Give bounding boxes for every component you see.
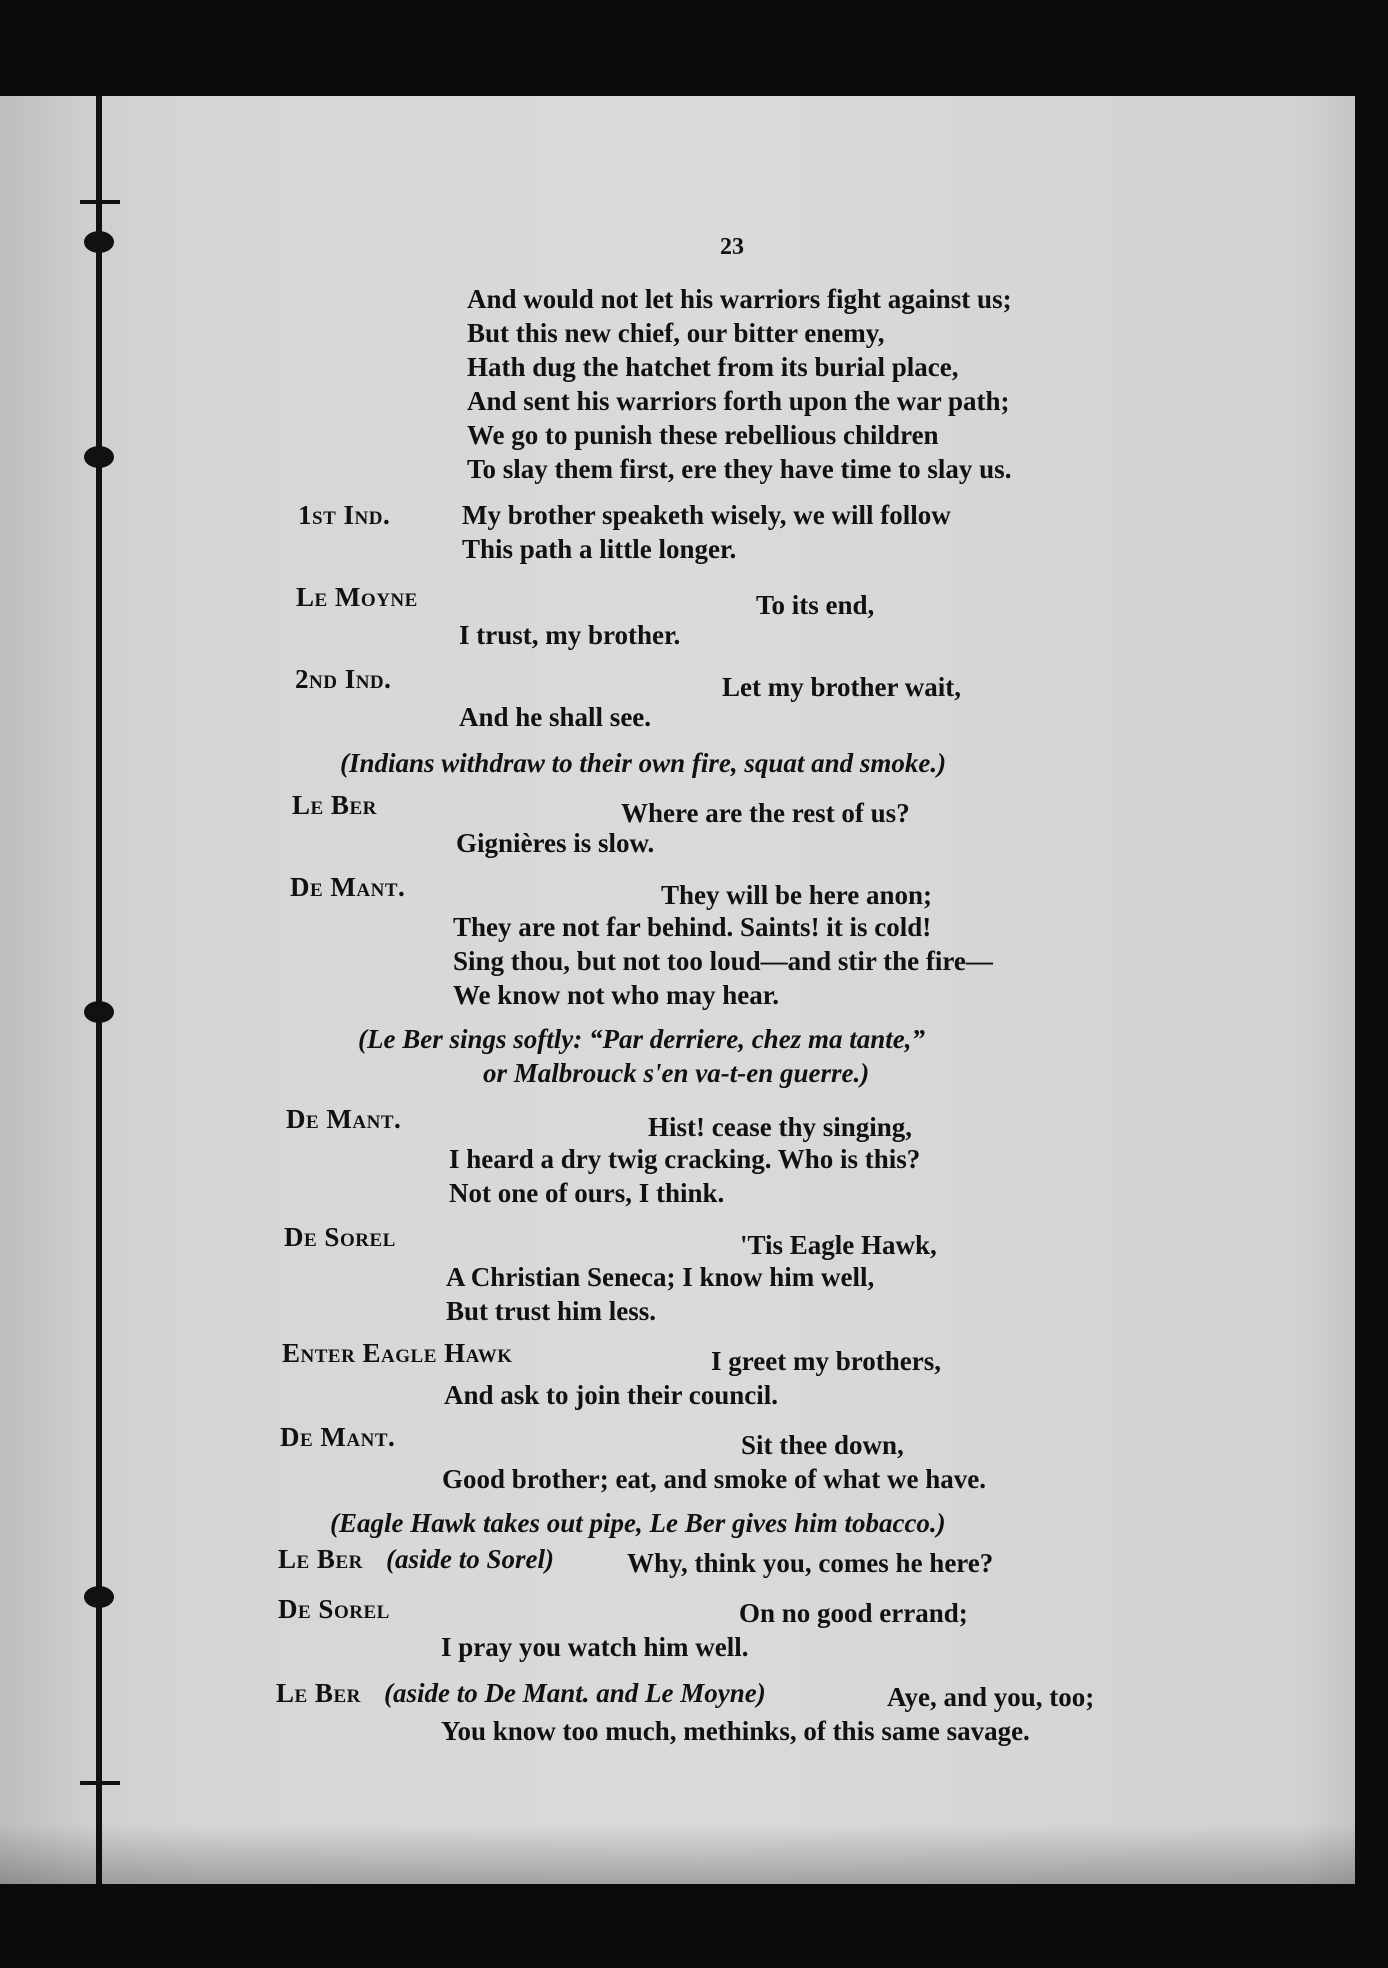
verse-line: They will be here anon; <box>661 880 933 910</box>
verse-line: I greet my brothers, <box>711 1346 941 1376</box>
verse-line: You know too much, methinks, of this same savage. <box>441 1716 1030 1746</box>
verse-line: Sit thee down, <box>741 1430 904 1460</box>
speaker-name: Le Ber <box>276 1678 361 1708</box>
speaker-name: 1st Ind. <box>298 500 391 530</box>
verse-line: Gignières is slow. <box>456 828 655 858</box>
verse-line: We go to punish these rebellious children <box>467 420 939 450</box>
verse-line: Hath dug the hatchet from its burial place, <box>467 352 959 382</box>
speaker-name: De Mant. <box>290 872 406 902</box>
aside-direction: (aside to De Mant. and Le Moyne) <box>384 1678 766 1708</box>
verse-line: Let my brother wait, <box>722 672 961 702</box>
page-number: 23 <box>720 234 744 260</box>
speaker-name: De Sorel <box>278 1594 390 1624</box>
speaker-name: De Mant. <box>286 1104 402 1134</box>
verse-line: My brother speaketh wisely, we will follow <box>462 500 951 530</box>
verse-line: To slay them first, ere they have time to slay us. <box>467 454 1012 484</box>
verse-line: And would not let his warriors fight against us; <box>467 284 1012 314</box>
speaker-name: De Mant. <box>280 1422 396 1452</box>
verse-line: And sent his warriors forth upon the war path; <box>467 386 1010 416</box>
verse-line: Aye, and you, too; <box>887 1682 1095 1712</box>
speaker-name: Le Moyne <box>296 582 418 612</box>
play-text <box>0 96 1355 1884</box>
verse-line: But this new chief, our bitter enemy, <box>467 318 885 348</box>
speaker-name: Le Ber <box>278 1544 363 1574</box>
book-page <box>0 96 1355 1884</box>
verse-line: Not one of ours, I think. <box>449 1178 725 1208</box>
verse-line: Why, think you, comes he here? <box>627 1548 994 1578</box>
verse-line: A Christian Seneca; I know him well, <box>446 1262 875 1292</box>
speaker-name: 2nd Ind. <box>295 664 392 694</box>
speaker-name: Enter Eagle Hawk <box>282 1338 513 1368</box>
stage-direction: (Indians withdraw to their own fire, squat and smoke.) <box>340 748 947 778</box>
verse-line: Good brother; eat, and smoke of what we have. <box>442 1464 986 1494</box>
verse-line: But trust him less. <box>446 1296 657 1326</box>
stage-direction: (Le Ber sings softly: “Par derriere, chez ma tante,” <box>358 1024 925 1054</box>
verse-line: Sing thou, but not too loud—and stir the fire— <box>453 946 993 976</box>
verse-line: I pray you watch him well. <box>441 1632 749 1662</box>
verse-line: 'Tis Eagle Hawk, <box>740 1230 937 1260</box>
speaker-name: Le Ber <box>292 790 377 820</box>
verse-line: Hist! cease thy singing, <box>648 1112 913 1142</box>
verse-line: This path a little longer. <box>462 534 737 564</box>
verse-line: I heard a dry twig cracking. Who is this? <box>449 1144 921 1174</box>
speaker-name: De Sorel <box>284 1222 396 1252</box>
aside-direction: (aside to Sorel) <box>386 1544 554 1574</box>
verse-line: On no good errand; <box>739 1598 968 1628</box>
verse-line: They are not far behind. Saints! it is cold! <box>453 912 932 942</box>
verse-line: I trust, my brother. <box>459 620 681 650</box>
verse-line: We know not who may hear. <box>453 980 780 1010</box>
verse-line: And he shall see. <box>459 702 652 732</box>
verse-line: Where are the rest of us? <box>621 798 910 828</box>
stage-direction: or Malbrouck s'en va-t-en guerre.) <box>483 1058 870 1088</box>
verse-line: And ask to join their council. <box>444 1380 779 1410</box>
verse-line: To its end, <box>756 590 875 620</box>
stage-direction: (Eagle Hawk takes out pipe, Le Ber gives him tobacco.) <box>330 1508 946 1538</box>
